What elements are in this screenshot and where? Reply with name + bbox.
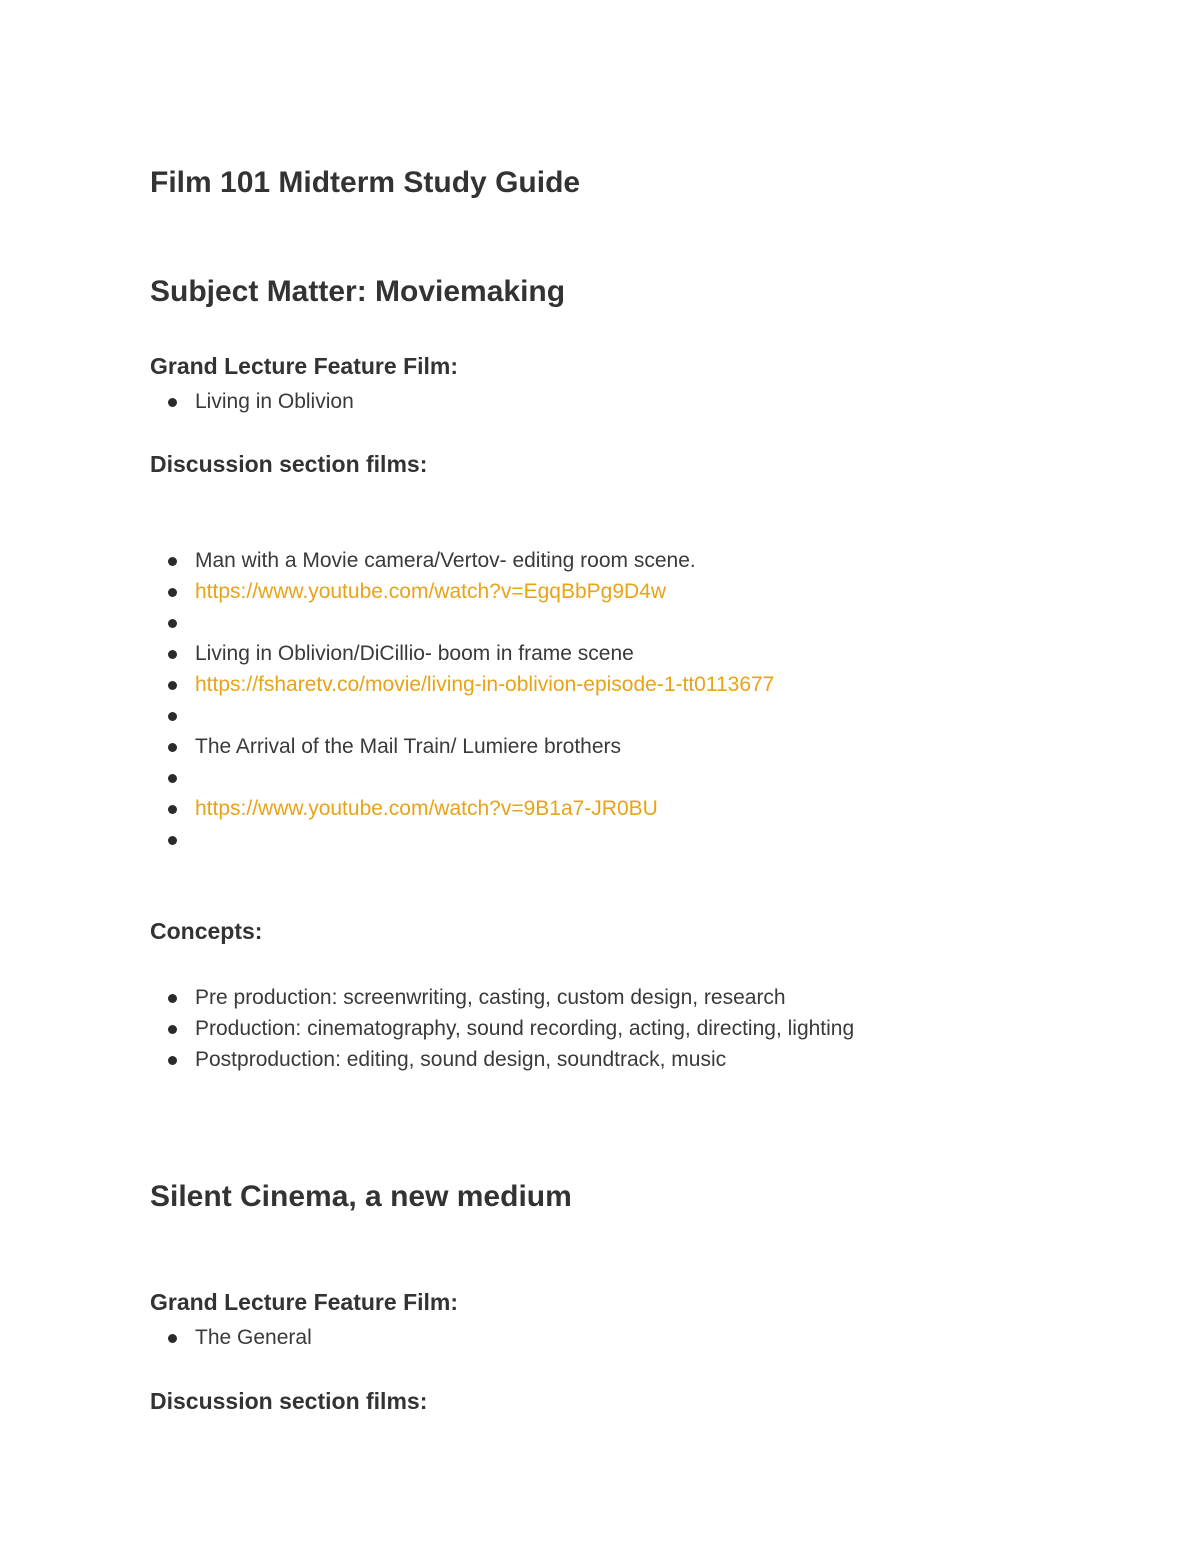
bullet-icon bbox=[168, 650, 177, 659]
list-item bbox=[150, 982, 854, 1013]
list-item bbox=[150, 576, 774, 607]
list-item bbox=[150, 607, 774, 638]
list-item bbox=[150, 700, 774, 731]
list-item bbox=[150, 1044, 854, 1075]
bullet-icon bbox=[168, 1056, 177, 1065]
list-item bbox=[150, 669, 774, 700]
bullet-icon bbox=[168, 743, 177, 752]
bullet-icon bbox=[168, 836, 177, 845]
grand-lecture-list bbox=[150, 1322, 312, 1353]
bullet-icon bbox=[168, 588, 177, 597]
bullet-icon bbox=[168, 557, 177, 566]
document-title: Film 101 Midterm Study Guide bbox=[150, 166, 581, 199]
list-item-text: Living in Oblivion/DiCillio- boom in frame scene bbox=[195, 642, 634, 665]
list-item-text: Production: cinematography, sound recording, acting, directing, lighting bbox=[195, 1017, 855, 1040]
list-item bbox=[150, 1322, 312, 1353]
bullet-icon bbox=[168, 681, 177, 690]
list-item-text: The Arrival of the Mail Train/ Lumiere brothers bbox=[195, 735, 622, 758]
list-item bbox=[150, 824, 774, 855]
list-item-text: Pre production: screenwriting, casting, custom design, research bbox=[195, 986, 786, 1009]
bullet-icon bbox=[168, 619, 177, 628]
bullet-icon bbox=[168, 774, 177, 783]
list-item bbox=[150, 731, 774, 762]
list-item-text: Postproduction: editing, sound design, soundtrack, music bbox=[195, 1048, 727, 1071]
list-item bbox=[150, 762, 774, 793]
bullet-icon bbox=[168, 1334, 177, 1343]
section-heading-silent-cinema: Silent Cinema, a new medium bbox=[150, 1180, 572, 1213]
discussion-label: Discussion section films: bbox=[150, 451, 428, 477]
section-heading-moviemaking: Subject Matter: Moviemaking bbox=[150, 275, 566, 308]
grand-lecture-label: Grand Lecture Feature Film: bbox=[150, 353, 459, 379]
fsharetv-link[interactable]: https://fsharetv.co/movie/living-in-oblivion-episode-1-tt0113677 bbox=[195, 673, 775, 696]
bullet-icon bbox=[168, 994, 177, 1003]
concepts-list bbox=[150, 982, 854, 1075]
list-item bbox=[150, 1013, 854, 1044]
discussion-label: Discussion section films: bbox=[150, 1388, 428, 1414]
list-item bbox=[150, 638, 774, 669]
list-item-text: Man with a Movie camera/Vertov- editing room scene. bbox=[195, 549, 696, 572]
bullet-icon bbox=[168, 1025, 177, 1034]
list-item bbox=[150, 386, 354, 417]
bullet-icon bbox=[168, 398, 177, 407]
youtube-link[interactable]: https://www.youtube.com/watch?v=EgqBbPg9D4w bbox=[195, 580, 667, 603]
list-item bbox=[150, 545, 774, 576]
concepts-label: Concepts: bbox=[150, 918, 263, 944]
grand-lecture-list bbox=[150, 386, 354, 417]
list-item-text: Living in Oblivion bbox=[195, 390, 354, 413]
bullet-icon bbox=[168, 805, 177, 814]
youtube-link[interactable]: https://www.youtube.com/watch?v=9B1a7-JR0BU bbox=[195, 797, 658, 820]
discussion-list bbox=[150, 545, 774, 855]
list-item bbox=[150, 793, 774, 824]
bullet-icon bbox=[168, 712, 177, 721]
list-item-text: The General bbox=[195, 1326, 312, 1349]
grand-lecture-label: Grand Lecture Feature Film: bbox=[150, 1289, 459, 1315]
